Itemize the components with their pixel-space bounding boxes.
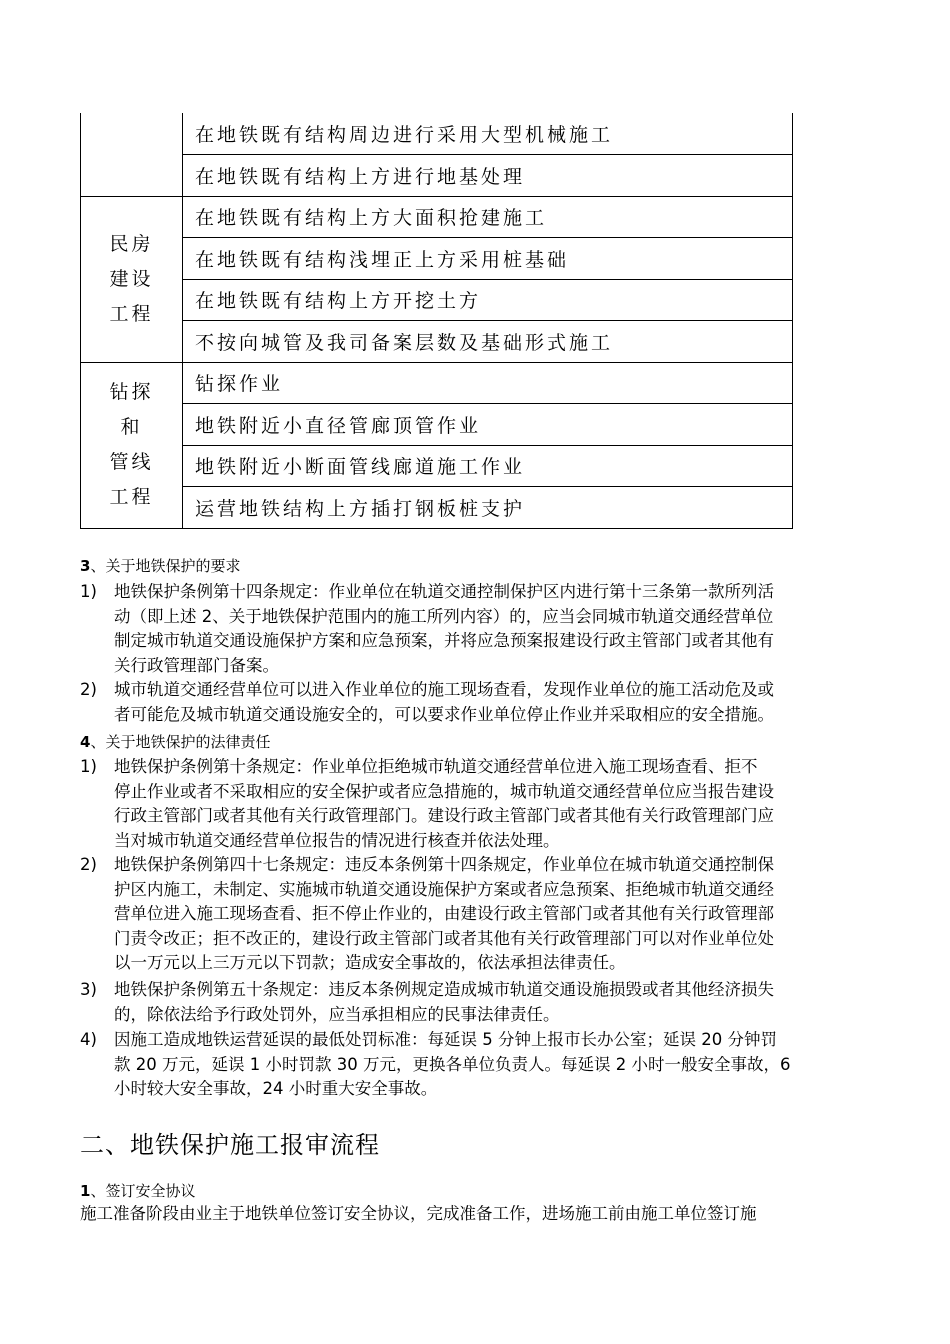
list-item xyxy=(80,853,873,976)
table-row xyxy=(81,404,793,446)
list-item-number: 1) xyxy=(80,757,97,776)
text-line: 当对城市轨道交通经营单位报告的情况进行核查并依法处理。 xyxy=(114,830,560,850)
text-line: 款 20 万元，延误 1 小时罚款 30 万元，更换各单位负责人。每延误 2 小时一般安全事故，6 xyxy=(114,1054,791,1074)
work-item-cell: 地铁附近小断面管线廊道施工作业 xyxy=(183,445,793,487)
work-item-cell: 在地铁既有结构上方开挖土方 xyxy=(183,279,793,321)
section-number: 4 xyxy=(80,733,91,751)
list-item-number: 2) xyxy=(80,680,97,699)
text-line: 地铁保护条例第十条规定：作业单位拒绝城市轨道交通经营单位进入施工现场查看、拒不 xyxy=(114,757,758,776)
paragraph-text: 施工准备阶段由业主于地铁单位签订安全协议，完成准备工作，进场施工前由施工单位签订施 xyxy=(80,1204,757,1223)
category-label-line: 民房 xyxy=(109,232,154,255)
table-row xyxy=(81,445,793,487)
text-line: 以一万元以上三万元以下罚款；造成安全事故的，依法承担法律责任。 xyxy=(114,953,626,972)
text-line: 停止作业或者不采取相应的安全保护或者应急措施的，城市轨道交通经营单位应当报告建设 xyxy=(114,781,774,801)
section-title: 、关于地铁保护的法律责任 xyxy=(90,733,271,751)
text-line: 者可能危及城市轨道交通设施安全的，可以要求作业单位停止作业并采取相应的安全措施。 xyxy=(114,704,774,724)
category-cell-drilling xyxy=(81,362,183,528)
text-line: 护区内施工，未制定、实施城市轨道交通设施保护方案或者应急预案、拒绝城市轨道交通经 xyxy=(114,879,774,899)
list-item-number: 4) xyxy=(80,1030,97,1049)
work-item-cell: 不按向城管及我司备案层数及基础形式施工 xyxy=(183,321,793,363)
text-line: 城市轨道交通经营单位可以进入作业单位的施工现场查看，发现作业单位的施工活动危及或 xyxy=(114,680,774,699)
work-item-cell: 在地铁既有结构浅埋正上方采用桩基础 xyxy=(183,238,793,280)
section-heading-protection-requirements xyxy=(80,556,240,576)
list-item xyxy=(80,755,873,853)
work-item-cell: 钻探作业 xyxy=(183,362,793,404)
work-item-cell: 运营地铁结构上方插打钢板桩支护 xyxy=(183,487,793,529)
work-item-cell: 在地铁既有结构周边进行采用大型机械施工 xyxy=(183,113,793,155)
text-line: 制定城市轨道交通设施保护方案和应急预案，并将应急预案报建设行政主管部门或者其他有 xyxy=(114,631,774,650)
category-label-line: 钻探 xyxy=(109,381,154,403)
section-title: 、签订安全协议 xyxy=(90,1182,196,1200)
text-line: 关行政管理部门备案。 xyxy=(114,655,279,675)
section-number: 1 xyxy=(80,1182,91,1200)
table-row xyxy=(81,279,793,321)
category-label-line: 和 xyxy=(120,416,143,438)
table-row xyxy=(81,155,793,197)
work-item-cell: 在地铁既有结构上方大面积抢建施工 xyxy=(183,196,793,238)
text-line: 动（即上述 2、关于地铁保护范围内的施工所列内容）的，应当会同城市轨道交通经营单位 xyxy=(114,606,774,626)
text-line: 门责令改正；拒不改正的，建设行政主管部门或者其他有关行政管理部门可以对作业单位处 xyxy=(114,928,774,948)
category-label-line: 管线 xyxy=(109,451,154,473)
construction-works-table xyxy=(80,113,793,529)
list-item xyxy=(80,580,873,678)
list-item xyxy=(80,678,873,727)
text-line: 因施工造成地铁运营延误的最低处罚标准：每延误 5 分钟上报市长办公室；延误 20 分钟罚 xyxy=(114,1030,777,1049)
section-title: 、关于地铁保护的要求 xyxy=(90,557,241,575)
category-label-line: 建设 xyxy=(109,267,154,290)
table-row xyxy=(81,196,793,238)
table-row xyxy=(81,238,793,280)
list-item xyxy=(80,1028,873,1102)
table-row xyxy=(81,321,793,363)
text-line: 地铁保护条例第四十七条规定：违反本条例第十四条规定，作业单位在城市轨道交通控制保 xyxy=(114,855,774,874)
section-heading-legal-liability xyxy=(80,732,270,752)
work-item-cell: 地铁附近小直径管廊顶管作业 xyxy=(183,404,793,446)
text-line: 地铁保护条例第十四条规定：作业单位在轨道交通控制保护区内进行第十三条第一款所列活 xyxy=(114,582,774,601)
list-item-number: 3) xyxy=(80,980,97,999)
table-row xyxy=(81,487,793,529)
text-line: 的，除依法给予行政处罚外，应当承担相应的民事法律责任。 xyxy=(114,1004,560,1024)
subsection-heading-safety-agreement xyxy=(80,1181,195,1201)
category-cell-housing xyxy=(81,196,183,362)
text-line: 地铁保护条例第五十条规定：违反本条例规定造成城市轨道交通设施损毁或者其他经济损失 xyxy=(114,980,774,999)
table-row xyxy=(81,362,793,404)
category-label-line: 工程 xyxy=(109,486,154,508)
category-label-line: 工程 xyxy=(109,302,154,325)
text-line: 小时较大安全事故，24 小时重大安全事故。 xyxy=(114,1079,438,1098)
text-line: 行政主管部门或者其他有关行政管理部门。建设行政主管部门或者其他有关行政管理部门应 xyxy=(114,806,774,825)
section-number: 3 xyxy=(80,557,91,575)
list-item-number: 2) xyxy=(80,855,97,874)
list-item xyxy=(80,978,873,1027)
table-row xyxy=(81,113,793,155)
text-line: 营单位进入施工现场查看、拒不停止作业的，由建设行政主管部门或者其他有关行政管理部 xyxy=(114,904,774,923)
work-item-cell: 在地铁既有结构上方进行地基处理 xyxy=(183,155,793,197)
list-item-number: 1) xyxy=(80,582,97,601)
category-cell-continued xyxy=(81,113,183,196)
chapter-heading: 二、地铁保护施工报审流程 xyxy=(80,1131,380,1159)
